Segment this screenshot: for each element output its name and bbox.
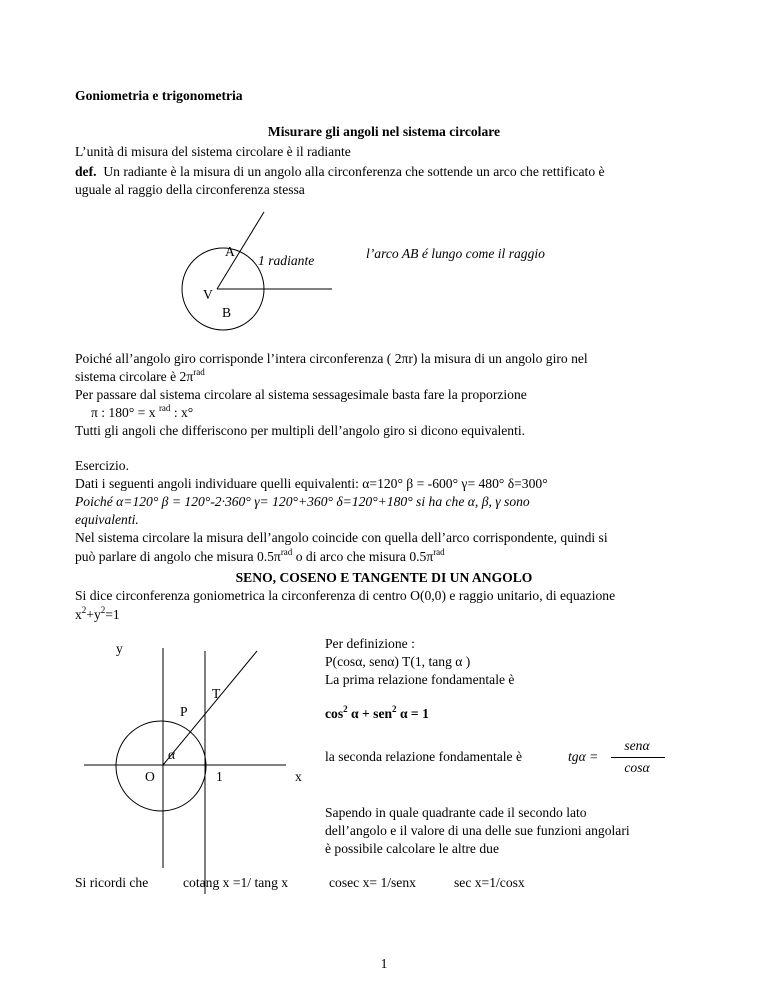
unit-circle xyxy=(116,721,206,811)
reminder-sec: sec x=1/cosx xyxy=(454,875,525,890)
exercise-line-3: equivalenti. xyxy=(75,512,139,527)
para-line-2: sistema circolare è $2\pi^{rad}$ xyxy=(75,367,205,384)
label-x: x xyxy=(295,769,302,784)
label-alpha: α xyxy=(168,747,176,762)
para-line-1: Poiché all’angolo giro corrisponde l’intera circonferenza ( 2πr) la misura di un angolo giro nel xyxy=(75,351,588,366)
label-o: O xyxy=(145,769,155,784)
para-line-5: Tutti gli angoli che differiscono per multipli dell’angolo giro si dicono equivalenti. xyxy=(75,423,526,438)
document-title: Goniometria e trigonometria xyxy=(75,88,243,103)
exercise-line-1: Dati i seguenti angoli individuare quelli equivalenti: α=120° β = -600° γ= 480° δ=300° xyxy=(75,476,548,491)
proportion: π : 180° = x $^{rad}$ : x° xyxy=(91,403,194,420)
definitions-line-3: La prima relazione fondamentale è xyxy=(325,672,515,687)
label-b: B xyxy=(222,305,232,320)
label-p: P xyxy=(180,704,188,719)
label-1: 1 xyxy=(216,769,223,784)
radian-figure xyxy=(182,212,332,330)
section-heading-radians: Misurare gli angoli nel sistema circolare xyxy=(267,124,501,139)
radian-caption: l’arco AB é lungo come il raggio xyxy=(366,246,545,261)
exercise-line-4: Nel sistema circolare la misura dell’angolo coincide con quella dell’arco corrispondente, quindi si xyxy=(75,530,608,545)
para-line-3: Per passare dal sistema circolare al sistema sessagesimale basta fare la proporzione xyxy=(75,387,527,402)
radian-label: 1 radiante xyxy=(258,253,315,268)
definition-text-1: Un radiante è la misura di un angolo alla circonferenza che sottende un arco che rettificato è xyxy=(103,164,605,179)
exercise-line-5: può parlare di angolo che misura $0.5\pi^{rad}$ o di arco che misura $0.5\pi^{rad}$ xyxy=(75,547,445,564)
circle-equation: $x^2+y^2=1$ xyxy=(75,605,120,622)
definitions-line-2: P(cosα, senα) T(1, tang α ) xyxy=(325,654,471,669)
reminder-label: Si ricordi che xyxy=(75,875,149,890)
quadrant-note-1: Sapendo in quale quadrante cade il secondo lato xyxy=(325,805,587,820)
reminder-cosec: cosec x= 1/senx xyxy=(329,875,416,890)
definition-line-2: uguale al raggio della circonferenza stessa xyxy=(75,182,305,197)
label-y: y xyxy=(116,641,123,656)
intro-text: L’unità di misura del sistema circolare è il radiante xyxy=(75,144,351,159)
exercise-line-2: Poiché α=120° β = 120°-2·360° γ= 120°+360° δ=120°+180° si ha che α, β, γ sono xyxy=(75,494,530,509)
second-relation-text: la seconda relazione fondamentale è xyxy=(325,749,523,764)
label-t: T xyxy=(212,686,221,701)
label-v: V xyxy=(203,287,213,302)
exercise-label: Esercizio. xyxy=(75,458,129,473)
label-a: A xyxy=(225,244,235,259)
tangent-denominator: cosα xyxy=(624,760,650,775)
quadrant-note-3: è possibile calcolare le altre due xyxy=(325,841,499,856)
definitions-line-1: Per definizione : xyxy=(325,636,415,651)
tangent-numerator: senα xyxy=(624,738,650,753)
unit-circle-figure xyxy=(84,641,302,894)
terminal-side xyxy=(163,651,257,765)
section-heading-trig: SENO, COSENO E TANGENTE DI UN ANGOLO xyxy=(235,570,533,585)
reminder-cotang: cotang x =1/ tang x xyxy=(183,875,289,890)
page-number: 1 xyxy=(380,956,388,971)
fraction-bar xyxy=(611,757,665,758)
goniometric-circle-def: Si dice circonferenza goniometrica la circonferenza di centro O(0,0) e raggio unitario, di equazione xyxy=(75,588,616,603)
fundamental-identity: $\cos^2 \alpha + sen^2$ α = 1 xyxy=(325,704,429,721)
tangent-lhs: tgα = xyxy=(568,749,599,764)
quadrant-note-2: dell’angolo e il valore di una delle sue funzioni angolari xyxy=(325,823,630,838)
definition-label: def. xyxy=(75,164,97,179)
